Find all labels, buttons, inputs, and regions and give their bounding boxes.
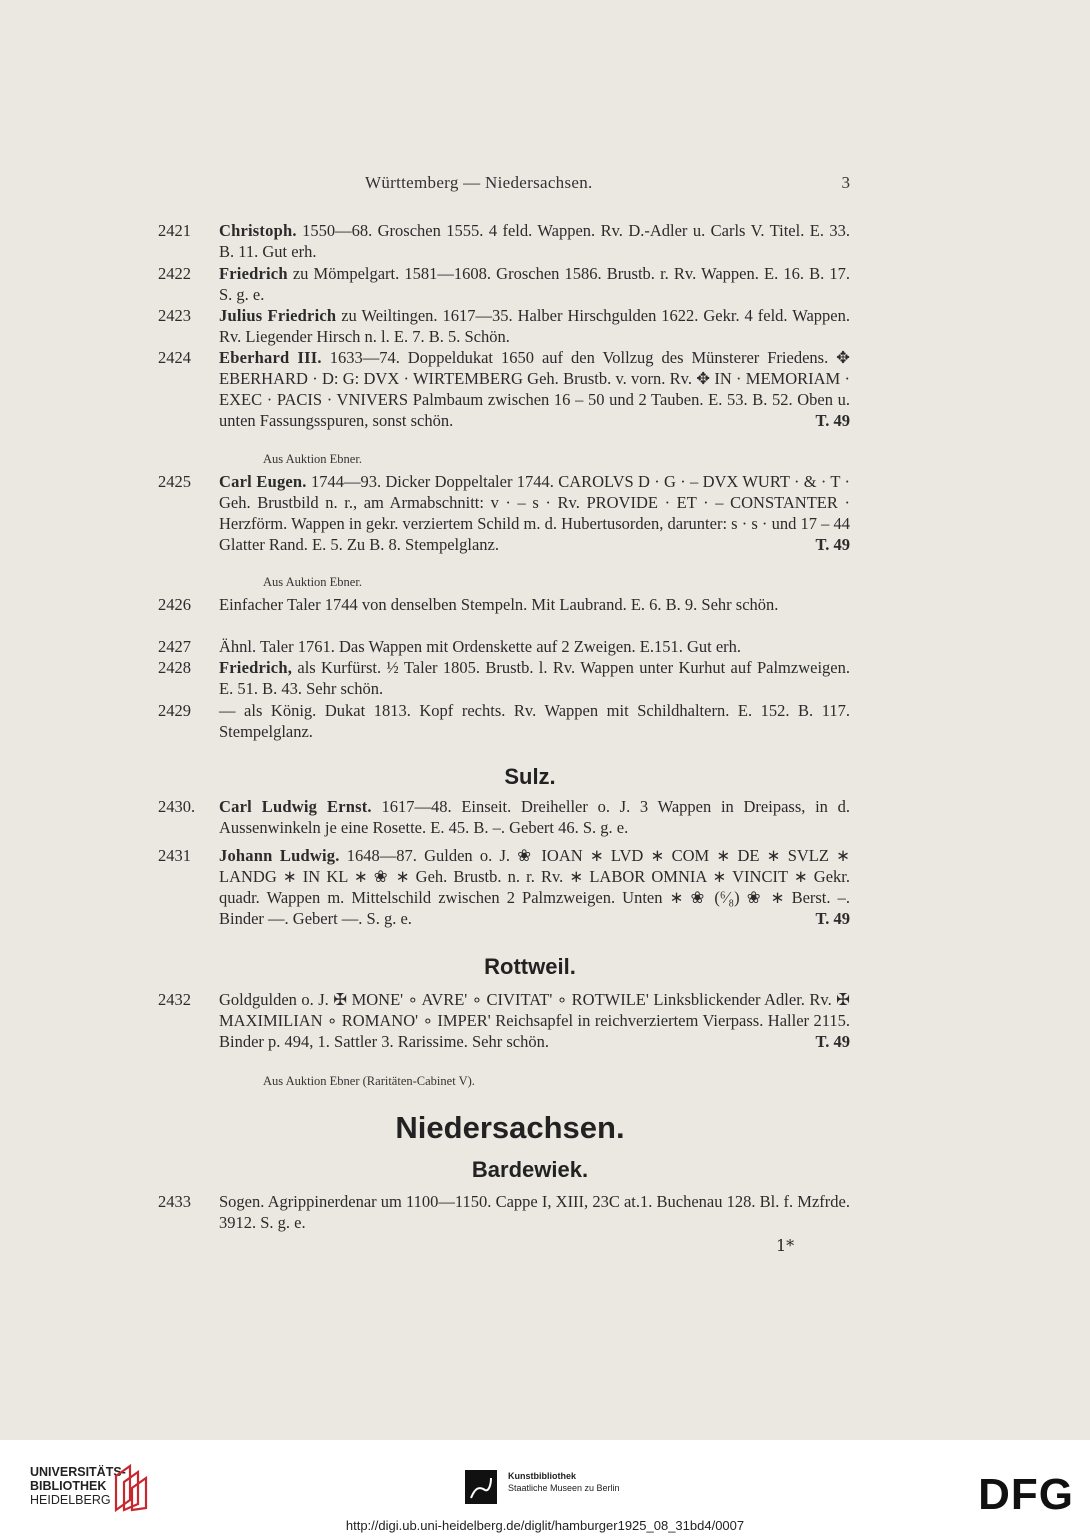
entry-text: — als König. Dukat 1813. Kopf rechts. Rv. Wappen mit Schildhaltern. E. 152. B. 117. Stempelglanz.	[219, 701, 850, 741]
footer-bar	[0, 1440, 1090, 1536]
entry-number: 2431	[158, 846, 191, 865]
provenance-note: Aus Auktion Ebner.	[263, 575, 362, 589]
entry-number: 2430.	[158, 797, 196, 816]
entry-text: 1617—48. Einseit. Dreiheller o. J. 3 Wappen in Dreipass, in d. Aussenwinkeln je eine Rosette. E. 45. B. –. Gebert 46. S. g. e.	[219, 797, 850, 837]
ub-name-line1: UNIVERSITÄTS-	[30, 1465, 126, 1479]
entry-text: als Kurfürst. ½ Taler 1805. Brustb. l. Rv. Wappen unter Kurhut auf Palmzweigen. E. 51. B. 43. Sehr schön.	[219, 658, 850, 698]
entry-ruler: Christoph.	[219, 221, 297, 240]
signature-mark: 1*	[776, 1236, 795, 1255]
entry-text: 1648—87. Gulden o. J. ❀ IOAN ∗ LVD ∗ COM ∗ DE ∗ SVLZ ∗ LANDG ∗ IN KL ∗ ❀ ∗ Geh. Brustb. n. r. Rv. ∗ LABOR OMNIA ∗ VINCIT ∗ Gekr. quadr. Wappen m. Mittelschild zwischen 2 Palmzweigen. Unten ∗ ❀ (⁶⁄₈) ❀ ∗ Berst. –. Binder —. Gebert —. S. g. e.	[219, 846, 850, 928]
entry-2423	[158, 305, 850, 347]
plate-reference: T. 49	[815, 1032, 850, 1051]
entry-text: zu Mömpelgart. 1581—1608. Groschen 1586. Brustb. r. Rv. Wappen. E. 16. B. 17. S. g. e.	[219, 264, 850, 304]
entry-2424	[158, 347, 850, 431]
plate-reference: T. 49	[815, 535, 850, 554]
entry-2426	[158, 594, 850, 615]
entry-text: Goldgulden o. J. ✠ MONE' ∘ AVRE' ∘ CIVITAT' ∘ ROTWILE' Linksblickender Adler. Rv. ✠ MAXIMILIAN ∘ ROMANO' ∘ IMPER' Reichsapfel in reichverziertem Vierpass. Haller 2115. Binder p. 494, 1. Sattler 3. Rarissime. Sehr schön.	[219, 990, 850, 1051]
entry-number: 2429	[158, 701, 191, 720]
entry-2421	[158, 220, 850, 262]
entry-text: 1633—74. Doppeldukat 1650 auf den Vollzug des Münsterer Friedens. ✥ EBERHARD · D: G: DVX · WIRTEMBERG Geh. Brustb. v. vorn. Rv. ✥ IN · MEMORIAM · EXEC · PACIS · VNIVERS Palmbaum zwischen 16 – 50 und 2 Tauben. E. 53. B. 52. Oben u. unten Fassungsspuren, sonst schön.	[219, 348, 850, 430]
header-title: Württemberg — Niedersachsen.	[365, 173, 593, 192]
ub-emblem-icon	[110, 1462, 152, 1514]
entry-number: 2427	[158, 637, 191, 656]
entry-text: zu Weiltingen. 1617—35. Halber Hirschgulden 1622. Gekr. 4 feld. Wappen. Rv. Liegender Hirsch n. l. E. 7. B. 5. Schön.	[219, 306, 850, 346]
entry-ruler: Julius Friedrich	[219, 306, 337, 325]
plate-reference: T. 49	[815, 411, 850, 430]
entry-number: 2421	[158, 221, 191, 240]
entry-text: Einfacher Taler 1744 von denselben Stempeln. Mit Laubrand. E. 6. B. 9. Sehr schön.	[219, 595, 779, 614]
entry-number: 2424	[158, 348, 191, 367]
entry-ruler: Friedrich,	[219, 658, 293, 677]
entry-2427	[158, 636, 850, 657]
kb-line2: Staatliche Museen zu Berlin	[508, 1483, 620, 1493]
entry-text: 1550—68. Groschen 1555. 4 feld. Wappen. Rv. D.-Adler u. Carls V. Titel. E. 33. B. 11. Gut erh.	[219, 221, 850, 261]
entry-2430	[158, 796, 850, 838]
ub-name-line2: BIBLIOTHEK	[30, 1479, 107, 1493]
entry-2425	[158, 471, 850, 555]
entry-2433	[158, 1191, 850, 1233]
kunstbibliothek-label[interactable]	[508, 1470, 620, 1494]
section-heading-sulz: Sulz.	[504, 764, 556, 789]
entry-2432	[158, 989, 850, 1052]
entry-number: 2426	[158, 595, 191, 614]
entry-number: 2428	[158, 658, 191, 677]
section-heading-rottweil: Rottweil.	[484, 954, 576, 979]
entry-number: 2433	[158, 1192, 191, 1211]
entry-ruler: Carl Eugen.	[219, 472, 307, 491]
entry-text: 1744—93. Dicker Doppeltaler 1744. CAROLVS D · G · – DVX WURT · & · T · Geh. Brustbild n. r., am Armabschnitt: v · – s · Rv. PROVIDE · ET · – CONSTANTER · Herzförm. Wappen in gekr. verziertem Schild m. d. Hubertusorden, darunter: s · s · und 17 – 44 Glatter Rand. E. 5. Zu B. 8. Stempelglanz.	[219, 472, 850, 554]
entry-ruler: Eberhard III.	[219, 348, 322, 367]
entry-number: 2423	[158, 306, 191, 325]
entry-ruler: Carl Ludwig Ernst.	[219, 797, 372, 816]
section-heading-niedersachsen: Niedersachsen.	[395, 1110, 625, 1145]
entry-text: Ähnl. Taler 1761. Das Wappen mit Ordenskette auf 2 Zweigen. E.151. Gut erh.	[219, 637, 742, 656]
entry-number: 2432	[158, 990, 191, 1009]
provenance-note: Aus Auktion Ebner (Raritäten-Cabinet V).	[263, 1074, 475, 1088]
entry-2422	[158, 263, 850, 305]
section-heading-bardewiek: Bardewiek.	[471, 1157, 589, 1182]
entry-number: 2425	[158, 472, 191, 491]
provenance-note: Aus Auktion Ebner.	[263, 452, 362, 466]
entry-2429	[158, 700, 850, 742]
entry-ruler: Friedrich	[219, 264, 288, 283]
kb-line1: Kunstbibliothek	[508, 1471, 576, 1481]
permalink-url[interactable]: http://digi.ub.uni-heidelberg.de/diglit/hamburger1925_08_31bd4/0007	[345, 1518, 745, 1533]
entry-text: Sogen. Agrippinerdenar um 1100—1150. Cappe I, XIII, 23C at.1. Buchenau 128. Bl. f. Mzfrde. 3912. S. g. e.	[219, 1192, 850, 1232]
ub-name-line3: HEIDELBERG	[30, 1493, 111, 1507]
kunstbibliothek-logo-icon	[465, 1470, 497, 1504]
entry-ruler: Johann Ludwig.	[219, 846, 340, 865]
dfg-logo[interactable]: DFG	[978, 1470, 1074, 1519]
page-number: 3	[841, 173, 850, 192]
plate-reference: T. 49	[815, 909, 850, 928]
entry-2428	[158, 657, 850, 699]
entry-2431	[158, 845, 850, 929]
entry-number: 2422	[158, 264, 191, 283]
